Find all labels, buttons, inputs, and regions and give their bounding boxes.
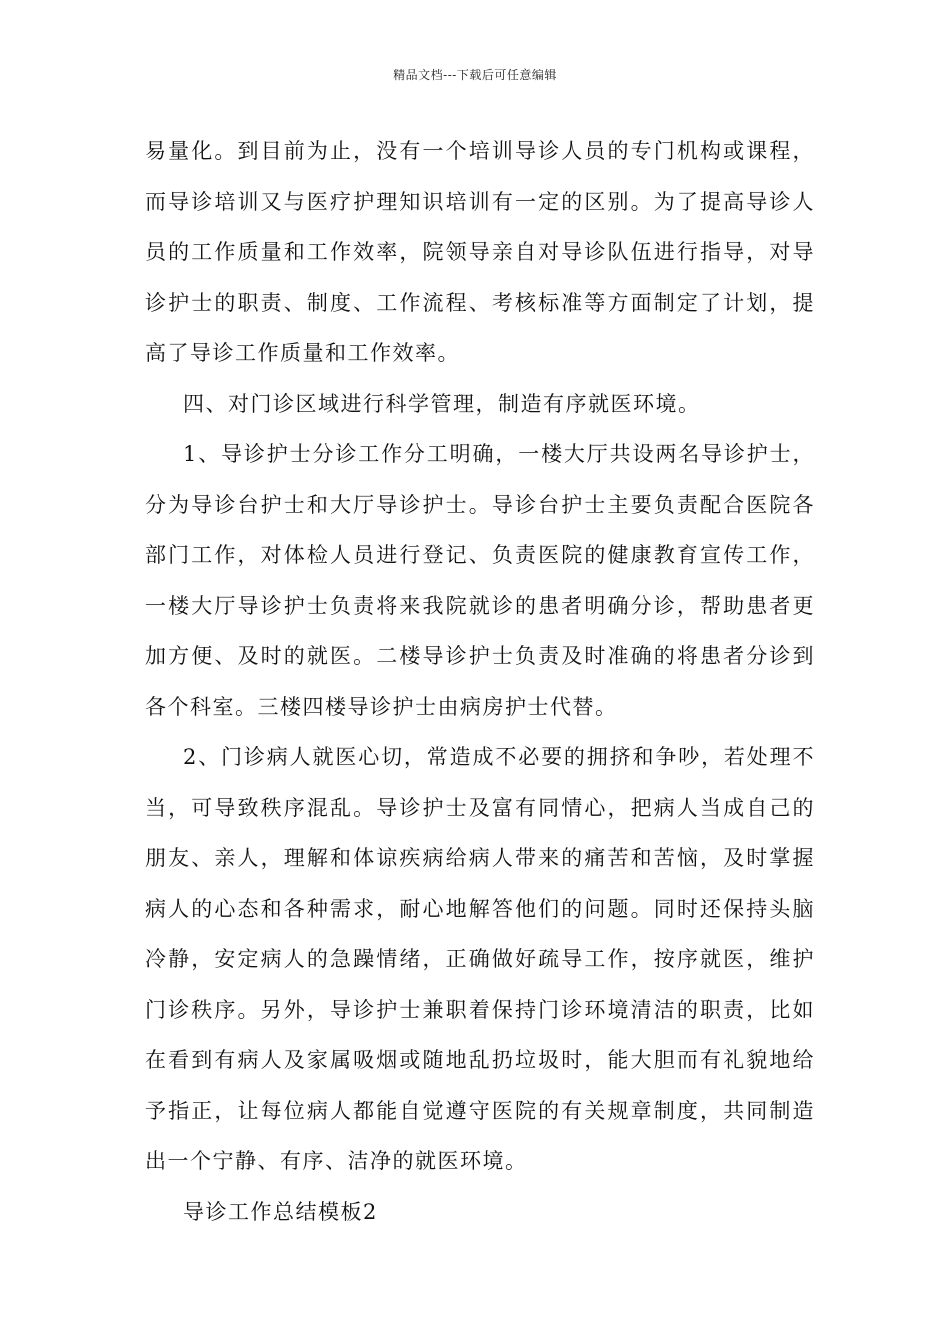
page-header: 精品文档---下载后可任意编辑 xyxy=(393,68,557,82)
document-body xyxy=(145,126,815,1237)
template-title: 导诊工作总结模板2 xyxy=(183,1199,378,1224)
paragraph-continuation: 易量化。到目前为止，没有一个培训导诊人员的专门机构或课程，而导诊培训又与医疗护理知识培训有一定的区别。为了提高导诊人员的工作质量和工作效率，院领导亲自对导诊队伍进行指导，对导诊护士的职责、制度、工作流程、考核标准等方面制定了计划，提高了导诊工作质量和工作效率。 xyxy=(145,139,815,365)
paragraph-item-1: 1、导诊护士分诊工作分工明确，一楼大厅共设两名导诊护士，分为导诊台护士和大厅导诊护士。导诊台护士主要负责配合医院各部门工作，对体检人员进行登记、负责医院的健康教育宣传工作，一楼大厅导诊护士负责将来我院就诊的患者明确分诊，帮助患者更加方便、及时的就医。二楼导诊护士负责及时准确的将患者分诊到各个科室。三楼四楼导诊护士由病房护士代替。 xyxy=(145,442,815,719)
paragraph-item-2: 2、门诊病人就医心切，常造成不必要的拥挤和争吵，若处理不当，可导致秩序混乱。导诊护士及富有同情心，把病人当成自己的朋友、亲人，理解和体谅疾病给病人带来的痛苦和苦恼，及时掌握病人的心态和各种需求，耐心地解答他们的问题。同时还保持头脑冷静，安定病人的急躁情绪，正确做好疏导工作，按序就医，维护门诊秩序。另外，导诊护士兼职着保持门诊环境清洁的职责，比如在看到有病人及家属吸烟或随地乱扔垃圾时，能大胆而有礼貌地给予指正，让每位病人都能自觉遵守医院的有关规章制度，共同制造出一个宁静、有序、洁净的就医环境。 xyxy=(145,745,815,1173)
section-heading-four: 四、对门诊区域进行科学管理，制造有序就医环境。 xyxy=(183,391,701,416)
